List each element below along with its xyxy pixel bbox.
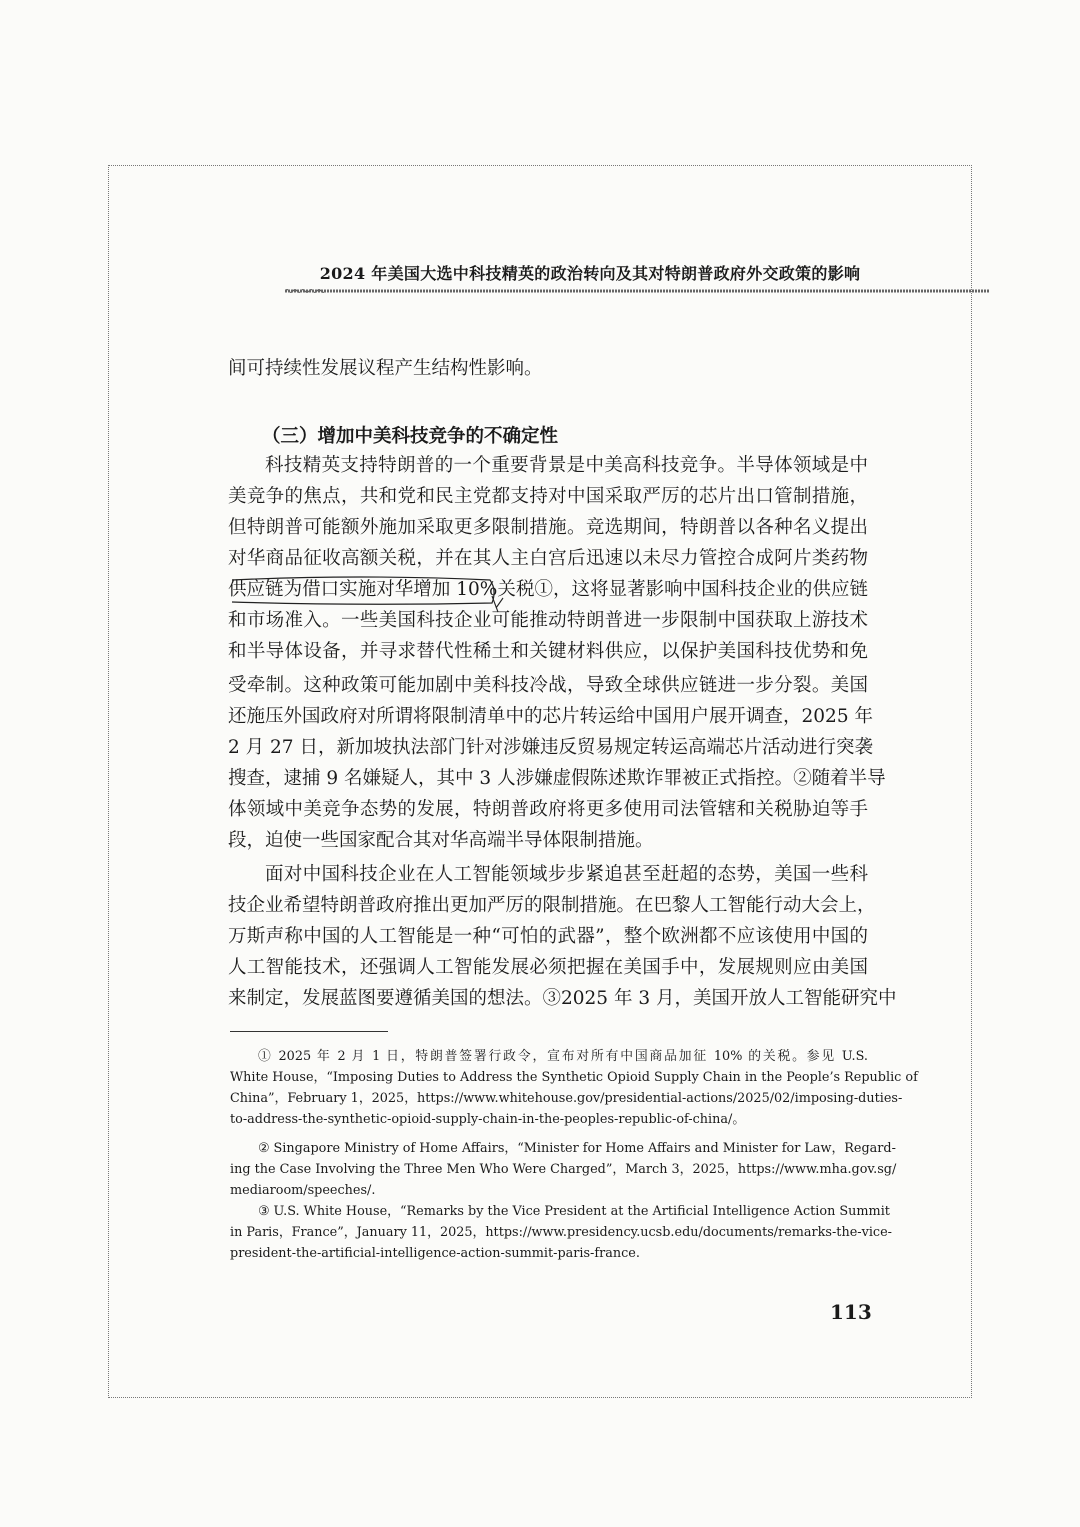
body-line: 和市场准入。一些美国科技企业可能推动特朗普进一步限制中国获取上游技术 <box>228 610 868 631</box>
footnote-line: ③ U.S. White House，“Remarks by the Vice President at the Artificial Intelligence Action Summit <box>258 1204 890 1219</box>
section-heading: （三）增加中美科技竞争的不确定性 <box>262 426 559 447</box>
footnote-line: mediaroom/speeches/. <box>230 1183 376 1198</box>
body-line: 面对中国科技企业在人工智能领域步步紧追甚至赶超的态势，美国一些科 <box>265 864 868 885</box>
body-line: 和半导体设备，并寻求替代性稀土和关键材料供应，以保护美国科技优势和免 <box>228 641 868 662</box>
body-line: 科技精英支持特朗普的一个重要背景是中美高科技竞争。半导体领域是中 <box>265 455 868 476</box>
body-line: 人工智能技术，还强调人工智能发展必须把握在美国手中，发展规则应由美国 <box>228 957 868 978</box>
footnote-line: ing the Case Involving the Three Men Who Were Charged”，March 3，2025，https://www.mha.gov.sg/ <box>230 1162 897 1177</box>
body-line: 对华商品征收高额关税，并在其人主白宫后迅速以未尽力管控合成阿片类药物 <box>228 548 868 569</box>
body-line: 体领域中美竞争态势的发展，特朗普政府将更多使用司法管辖和关税胁迫等手 <box>228 799 868 820</box>
body-line: 美竞争的焦点，共和党和民主党都支持对中国采取严厉的芯片出口管制措施， <box>228 486 868 507</box>
footnote-line: ② Singapore Ministry of Home Affairs，“Minister for Home Affairs and Minister for Law，Regard- <box>258 1141 896 1156</box>
footnote-line: ① 2025 年 2 月 1 日，特朗普签署行政令，宣布对所有中国商品加征 10% 的关税。参见 U.S. <box>258 1049 868 1064</box>
footnote-line: White House，“Imposing Duties to Address the Synthetic Opioid Supply Chain in the People’s Republic of <box>230 1070 918 1085</box>
header-wavy-rule <box>285 288 990 294</box>
page-number: 113 <box>830 1300 872 1324</box>
body-line: 段，迫使一些国家配合其对华高端半导体限制措施。 <box>228 830 654 851</box>
body-line: 来制定，发展蓝图要遵循美国的想法。③2025 年 3 月，美国开放人工智能研究中 <box>228 988 897 1009</box>
body-line: 还施压外国政府对所谓将限制清单中的芯片转运给中国用户展开调查，2025 年 <box>228 706 873 727</box>
body-line: 2 月 27 日，新加坡执法部门针对涉嫌违反贸易规定转运高端芯片活动进行突袭 <box>228 737 873 758</box>
body-line: 但特朗普可能额外施加采取更多限制措施。竞选期间，特朗普以各种名义提出 <box>228 517 868 538</box>
carryover-line: 间可持续性发展议程产生结构性影响。 <box>228 358 543 379</box>
footnote-line: president-the-artificial-intelligence-action-summit-paris-france. <box>230 1246 640 1261</box>
running-header: 2024 年美国大选中科技精英的政治转向及其对特朗普政府外交政策的影响 <box>319 264 861 283</box>
footnote-line: to-address-the-synthetic-opioid-supply-chain-in-the-peoples-republic-of-china/。 <box>230 1112 746 1127</box>
footnote-rule <box>230 1031 388 1032</box>
body-line: 技企业希望特朗普政府推出更加严厉的限制措施。在巴黎人工智能行动大会上， <box>228 895 876 916</box>
footnote-line: in Paris，France”，January 11，2025，https://www.presidency.ucsb.edu/documents/remarks-the-vice- <box>230 1225 892 1240</box>
body-line: 受牵制。这种政策可能加剧中美科技冷战，导致全球供应链进一步分裂。美国 <box>228 675 868 696</box>
footnote-line: China”，February 1，2025，https://www.whitehouse.gov/presidential-actions/2025/02/imposing-duties- <box>230 1091 903 1106</box>
body-line: 搜查，逮捕 9 名嫌疑人，其中 3 人涉嫌虚假陈述欺诈罪被正式指控。②随着半导 <box>228 768 886 789</box>
body-line: 供应链为借口实施对华增加 10%关税①，这将显著影响中国科技企业的供应链 <box>228 579 868 600</box>
body-line: 万斯声称中国的人工智能是一种“可怕的武器”，整个欧洲都不应该使用中国的 <box>228 926 868 947</box>
